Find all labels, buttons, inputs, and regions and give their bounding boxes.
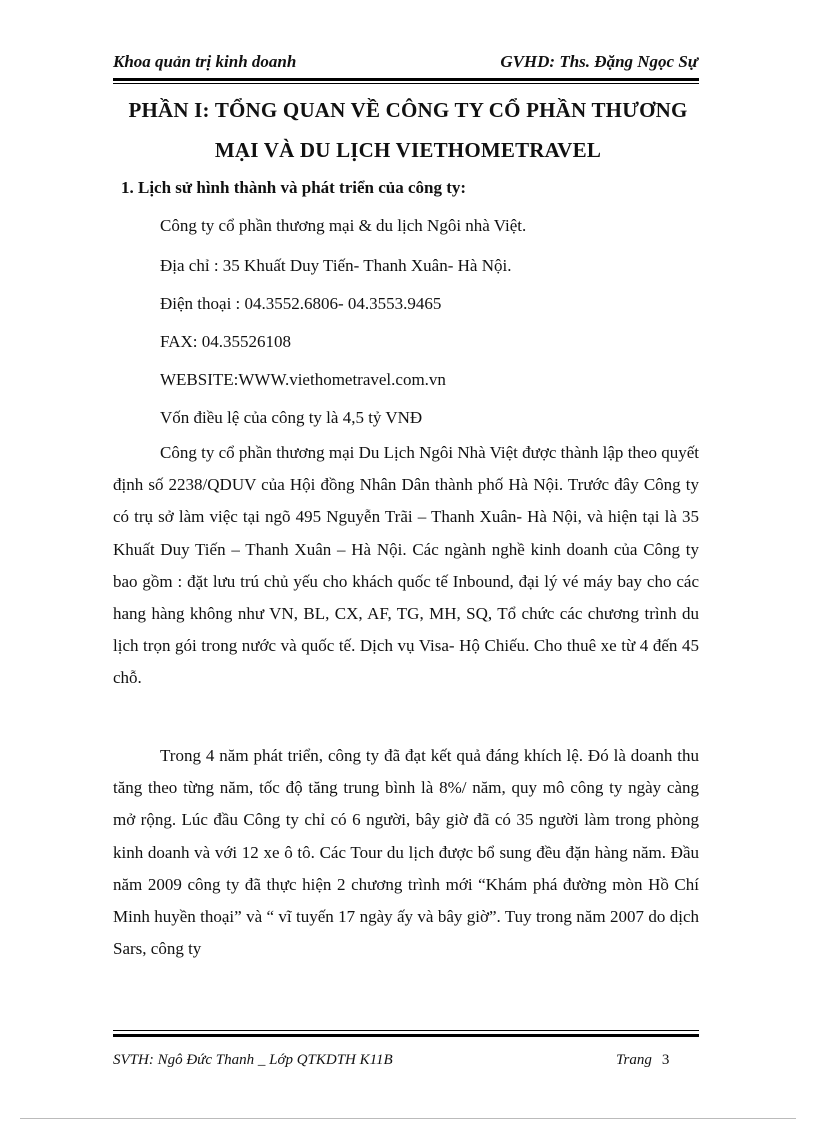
footer-page <box>616 1052 669 1069</box>
company-name: Công ty cổ phần thương mại & du lịch Ngôi nhà Việt. <box>160 216 527 235</box>
section-heading: 1. Lịch sử hình thành và phát triển của công ty: <box>121 178 467 197</box>
chapter-title-line-2: MẠI VÀ DU LỊCH VIETHOMETRAVEL <box>214 138 602 162</box>
company-address: Địa chỉ : 35 Khuất Duy Tiến- Thanh Xuân- Hà Nội. <box>160 256 512 275</box>
page-footer <box>113 1052 699 1076</box>
header-supervisor: GVHD: Ths. Đặng Ngọc Sự <box>500 52 698 71</box>
company-fax: FAX: 04.35526108 <box>160 332 291 351</box>
chapter-title-line-1: PHẦN I: TỔNG QUAN VỀ CÔNG TY CỔ PHẦN THƯƠNG <box>128 98 688 122</box>
chapter-title <box>100 90 716 170</box>
page-bottom-border <box>20 1118 796 1119</box>
company-website: WEBSITE:WWW.viethometravel.com.vn <box>160 370 446 389</box>
footer-page-number: 3 <box>661 1052 670 1068</box>
footer-page-label: Trang <box>616 1052 652 1068</box>
paragraph-development: Trong 4 năm phát triển, công ty đã đạt kết quả đáng khích lệ. Đó là doanh thu tăng theo từng năm, tốc độ tăng trung bình là 8%/ năm, quy mô công ty ngày càng mở rộng. Lúc đầu Công ty chỉ có 6 người, bây giờ đã có 35 người làm trong phòng kinh doanh và với 12 xe ô tô. Các Tour du lịch được bổ sung đều đặn hàng năm. Đầu năm 2009 công ty đã thực hiện 2 chương trình mới “Khám phá đường mòn Hồ Chí Minh huyền thoại” và “ vĩ tuyến 17 ngày ấy và bây giờ”. Tuy trong năm 2007 do dịch Sars, công ty <box>113 746 699 959</box>
footer-student: SVTH: Ngô Đức Thanh _ Lớp QTKDTH K11B <box>113 1052 393 1068</box>
header-faculty: Khoa quản trị kinh doanh <box>113 52 297 71</box>
header-rule-thick <box>113 78 699 81</box>
page-header <box>113 52 698 78</box>
company-phone: Điện thoại : 04.3552.6806- 04.3553.9465 <box>160 294 442 313</box>
footer-rule-thick <box>113 1034 699 1037</box>
paragraph-history: Công ty cổ phần thương mại Du Lịch Ngôi Nhà Việt được thành lập theo quyết định số 2238/QDUV của Hội đồng Nhân Dân thành phố Hà Nội. Trước đây Công ty có trụ sở làm việc tại ngõ 495 Nguyễn Trãi – Thanh Xuân- Hà Nội, và hiện tại là 35 Khuất Duy Tiến – Thanh Xuân – Hà Nội. Các ngành nghề kinh doanh của Công ty bao gồm : đặt lưu trú chủ yếu cho khách quốc tế Inbound, đại lý vé máy bay cho các hang hàng không như VN, BL, CX, AF, TG, MH, SQ, Tổ chức các chương trình du lịch trọn gói trong nước và quốc tế. Dịch vụ Visa- Hộ Chiếu. Cho thuê xe từ 4 đến 45 chỗ. <box>113 443 699 688</box>
header-rule-thin <box>113 83 699 84</box>
footer-rule-thin <box>113 1030 699 1031</box>
company-capital: Vốn điều lệ của công ty là 4,5 tỷ VNĐ <box>160 408 423 427</box>
